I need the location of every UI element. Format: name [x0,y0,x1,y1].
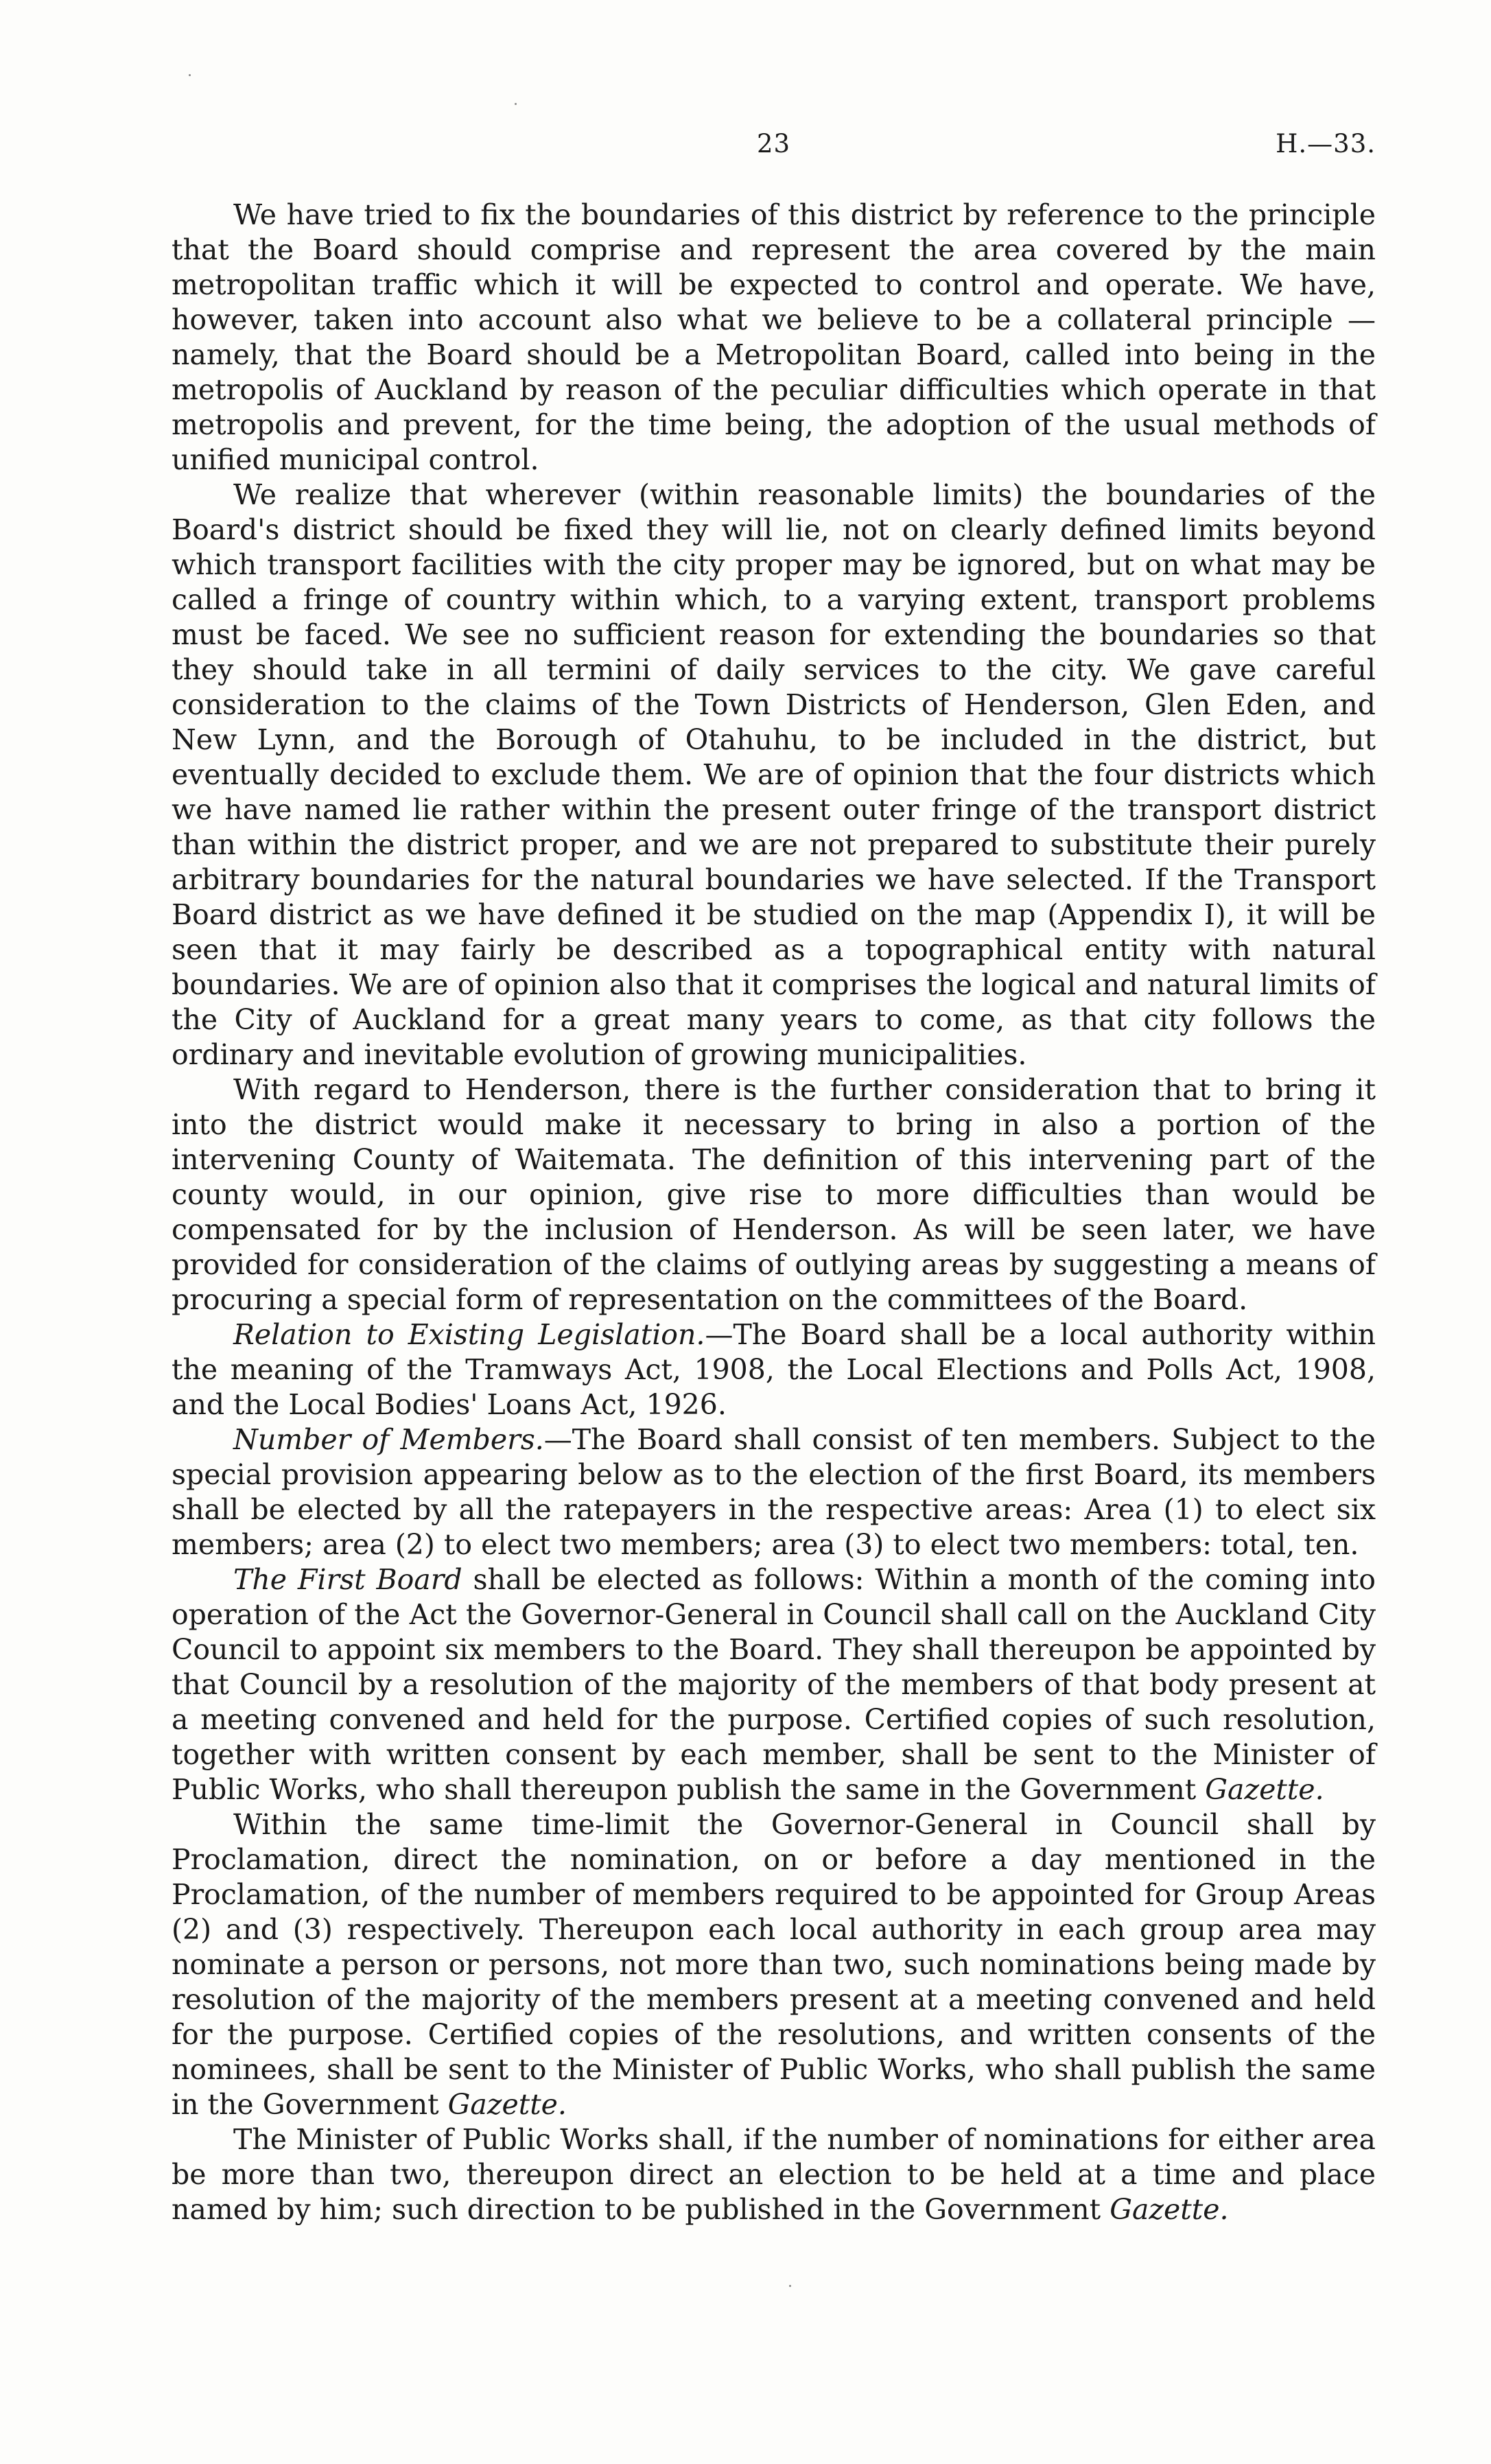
paragraph-election-direction [172,2122,1376,2227]
body-text [172,198,1376,2227]
paragraph-henderson [172,1072,1376,1317]
paragraph-text: shall be elected as follows: Within a month of the coming into operation of the Act the Governor-General in Council shall call on the Auckland City Council to appoint six members to the Board. They shall thereupon be appointed by that Council by a resolution of the majority of the members of that body present at a meeting convened and held for the purpose. Certified copies of such resolution, together with written consent by each member, shall be sent to the Minister of Public Works, who shall thereupon publish the same in the Government [172,1563,1376,1806]
document-reference: H.—33. [1276,129,1376,159]
paragraph-number-of-members [172,1422,1376,1562]
paragraph-text: —The Board shall consist of ten members. Subject to the special provision appearing below as to the election of the first Board, its members shall be elected by all the ratepayers in the respective areas: Area (1) to elect six members; area (2) to elect two members; area (3) to elect two members: total, ten. [172,1423,1376,1561]
page-number: 23 [756,129,791,159]
scan-speck [189,74,191,76]
page-header [172,129,1376,170]
gazette-italic: Gazette. [1205,1773,1324,1806]
scan-speck [789,2285,791,2287]
paragraph-text: We have tried to fix the boundaries of this district by reference to the principle that the Board should comprise and represent the area covered by the main metropolitan traffic which it will be expected to control and operate. We have, however, taken into account also what we believe to be a collateral principle —namely, that the Board should be a Metropolitan Board, called into being in the metropolis of Auckland by reason of the peculiar difficulties which operate in that metropolis and prevent, for the time being, the adoption of the usual methods of unified municipal control. [172,198,1376,476]
paragraph-text: The Minister of Public Works shall, if the number of nominations for either area be more than two, thereupon direct an election to be held at a time and place named by him; such direction to be published in the Government [172,2123,1376,2226]
scan-speck [515,103,517,105]
paragraph-lead-heading: The First Board [233,1563,462,1596]
gazette-italic: Gazette. [1110,2193,1229,2226]
paragraph-boundaries-principle [172,198,1376,478]
paragraph-fringe-of-country [172,478,1376,1072]
paragraph-existing-legislation [172,1317,1376,1422]
paragraph-text: —The Board shall be a local authority within the meaning of the Tramways Act, 1908, the Local Elections and Polls Act, 1908, and the Local Bodies' Loans Act, 1926. [172,1318,1376,1421]
paragraph-text: With regard to Henderson, there is the further consideration that to bring it into the district would make it necessary to bring in also a portion of the intervening County of Waitemata. The definition of this intervening part of the county would, in our opinion, give rise to more difficulties than would be compensated for by the inclusion of Henderson. As will be seen later, we have provided for consideration of the claims of outlying areas by suggesting a means of procuring a special form of representation on the committees of the Board. [172,1073,1376,1316]
paragraph-text: Within the same time-limit the Governor-General in Council shall by Proclamation, direct the nomination, on or before a day mentioned in the Proclamation, of the number of members required to be appointed for Group Areas (2) and (3) respectively. Thereupon each local authority in each group area may nominate a person or persons, not more than two, such nominations being made by resolution of the majority of the members present at a meeting convened and held for the purpose. Certified copies of the resolutions, and written consents of the nominees, shall be sent to the Minister of Public Works, who shall publish the same in the Government [172,1808,1376,2121]
paragraph-lead-heading: Number of Members. [233,1423,544,1456]
paragraph-nomination-proclamation [172,1807,1376,2122]
paragraph-text: We realize that wherever (within reasonable limits) the boundaries of the Board's district should be fixed they will lie, not on clearly defined limits beyond which transport facilities with the city proper may be ignored, but on what may be called a fringe of country within which, to a varying extent, transport problems must be faced. We see no sufficient reason for extending the boundaries so that they should take in all termini of daily services to the city. We gave careful consideration to the claims of the Town Districts of Henderson, Glen Eden, and New Lynn, and the Borough of Otahuhu, to be included in the district, but eventually decided to exclude them. We are of opinion that the four districts which we have named lie rather within the present outer fringe of the transport district than within the district proper, and we are not prepared to substitute their purely arbitrary boundaries for the natural boundaries we have selected. If the Transport Board district as we have defined it be studied on the map (Appendix I), it will be seen that it may fairly be described as a topographical entity with natural boundaries. We are of opinion also that it comprises the logical and natural limits of the City of Auckland for a great many years to come, as that city follows the ordinary and inevitable evolution of growing municipalities. [172,478,1376,1071]
paragraph-lead-heading: Relation to Existing Legislation. [233,1318,705,1351]
gazette-italic: Gazette. [447,2088,567,2121]
paragraph-first-board [172,1562,1376,1807]
